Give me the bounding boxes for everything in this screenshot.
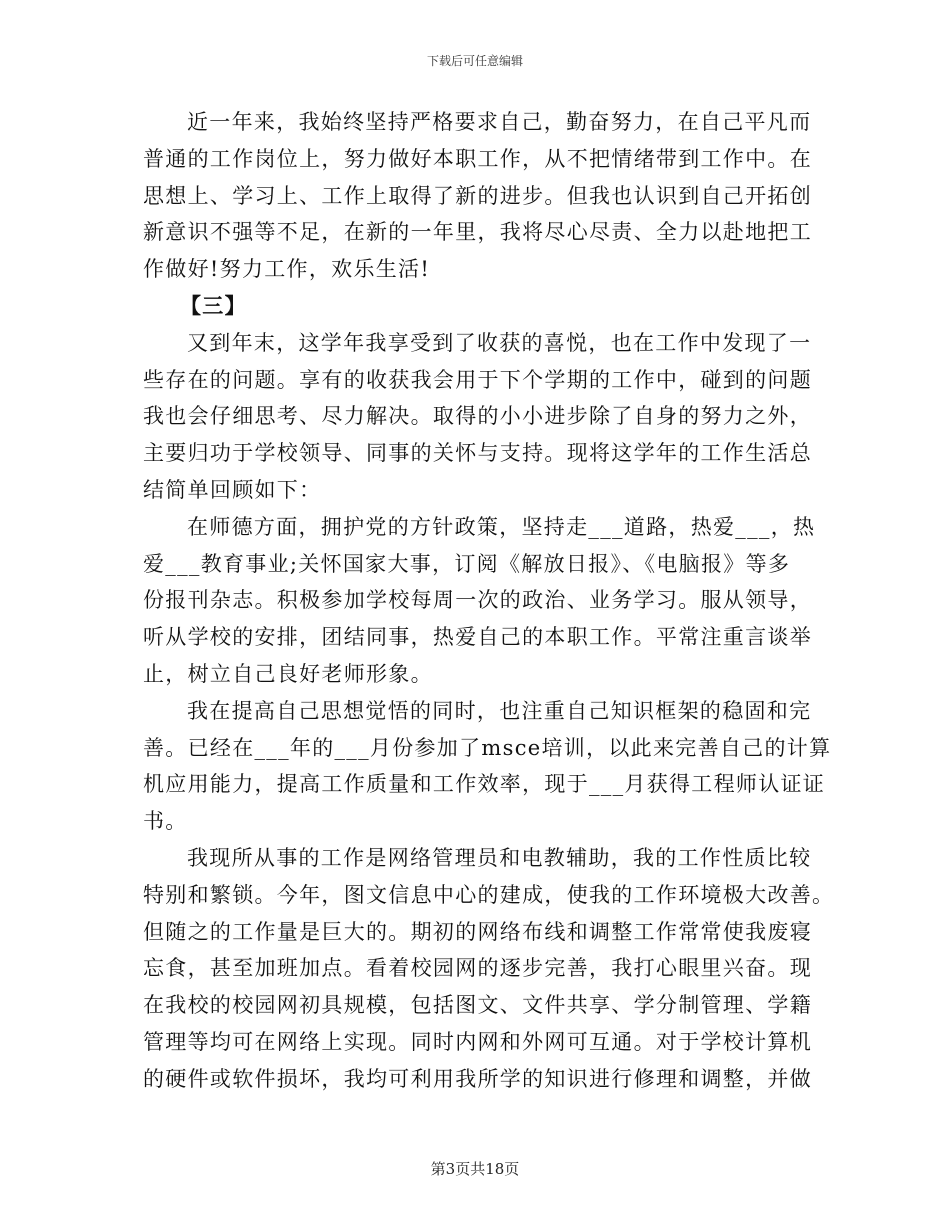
text-line: 又到年末，这学年我享受到了收获的喜悦，也在工作中发现了一 xyxy=(187,330,812,355)
text-line: 普通的工作岗位上，努力做好本职工作，从不把情绪带到工作中。在 xyxy=(143,146,812,171)
text-line: 些存在的问题。享有的收获我会用于下个学期的工作中，碰到的问题 xyxy=(143,367,812,392)
text-line: 管理等均可在网络上实现。同时内网和外网可互通。对于学校计算机 xyxy=(143,1029,812,1054)
section-heading: 【三】 xyxy=(180,292,247,318)
text-line: 思想上、学习上、工作上取得了新的进步。但我也认识到自己开拓创 xyxy=(143,183,812,208)
text-line: 我现所从事的工作是网络管理员和电教辅助，我的工作性质比较 xyxy=(187,845,812,870)
text-line: 特别和繁锁。今年，图文信息中心的建成，使我的工作环境极大改善。 xyxy=(143,882,835,907)
text-line: 主要归功于学校领导、同事的关怀与支持。现将这学年的工作生活总 xyxy=(143,441,812,466)
text-line: 机应用能力，提高工作质量和工作效率，现于___月获得工程师认证证 xyxy=(143,772,826,797)
text-line: 但随之的工作量是巨大的。期初的网络布线和调整工作常常使我废寝 xyxy=(143,919,812,944)
text-line: 书。 xyxy=(143,809,188,834)
page-footer: 第3页共18页 xyxy=(430,1160,520,1178)
text-line: 的硬件或软件损坏，我均可利用我所学的知识进行修理和调整，并做 xyxy=(143,1066,812,1091)
text-line: 作做好!努力工作，欢乐生活! xyxy=(143,257,431,282)
text-line: 爱___教育事业;关怀国家大事，订阅《解放日报》、《电脑报》等多 xyxy=(143,551,791,576)
text-line: 止，树立自己良好老师形象。 xyxy=(143,661,433,686)
text-line: 善。已经在___年的___月份参加了msce培训，以此来完善自己的计算 xyxy=(143,735,832,760)
text-line: 我在提高自己思想觉悟的同时，也注重自己知识框架的稳固和完 xyxy=(187,698,812,723)
text-line: 听从学校的安排，团结同事，热爱自己的本职工作。平常注重言谈举 xyxy=(143,625,812,650)
text-line: 在师德方面，拥护党的方针政策，坚持走___道路，热爱___，热 xyxy=(187,514,816,539)
text-line: 近一年来，我始终坚持严格要求自己，勤奋努力，在自己平凡而 xyxy=(187,110,812,134)
text-line: 在我校的校园网初具规模，包括图文、文件共享、学分制管理、学籍 xyxy=(143,993,812,1018)
text-line: 份报刊杂志。积极参加学校每周一次的政治、业务学习。服从领导， xyxy=(143,588,812,613)
text-line: 结简单回顾如下： xyxy=(143,477,322,502)
text-line: 忘食，甚至加班加点。看着校园网的逐步完善，我打心眼里兴奋。现 xyxy=(143,956,812,981)
document-body xyxy=(143,104,835,1098)
text-line: 我也会仔细思考、尽力解决。取得的小小进步除了自身的努力之外， xyxy=(143,404,812,429)
page-header: 下载后可任意编辑 xyxy=(426,54,523,68)
text-line: 新意识不强等不足，在新的一年里，我将尽心尽责、全力以赴地把工 xyxy=(143,220,812,245)
